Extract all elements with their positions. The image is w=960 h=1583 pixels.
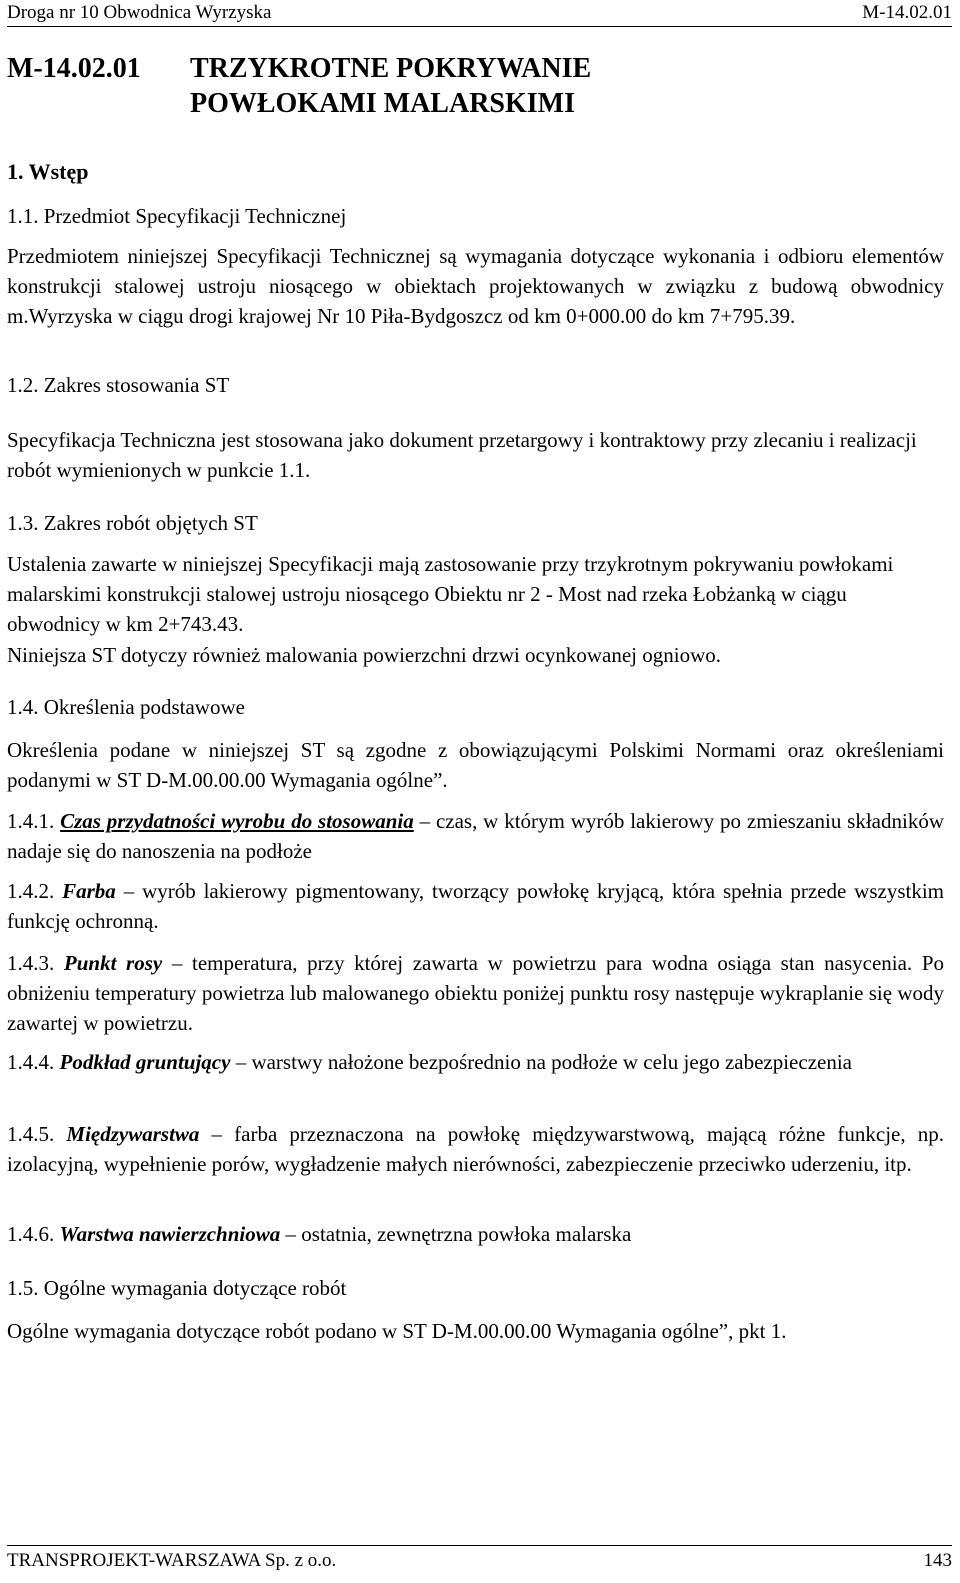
section-1-3-text: Ustalenia zawarte w niniejszej Specyfikacji mają zastosowanie przy trzykrotnym pokrywaniu powłokami malarskimi konstrukcji stalowej ustroju niosącego Obiektu nr 2 - Most nad rzeka Łobżanką w ciągu obwodnicy w km 2+743.43. — [7, 552, 894, 636]
title-line-1: TRZYKROTNE POKRYWANIE — [190, 53, 592, 84]
definition-1-4-5 — [7, 1119, 944, 1179]
page-header — [7, 0, 952, 27]
title-text — [190, 51, 890, 121]
definition-text: – temperatura, przy której zawarta w powietrzu para wodna osiąga stan nasycenia. Po obniżeniu temperatury powietrza lub malowanego obiektu poniżej punktu rosy następuje wykraplanie się wody zawartej w powietrzu. — [7, 951, 944, 1035]
definition-number: 1.4.5. — [7, 1122, 55, 1146]
section-1-heading: 1. Wstęp — [7, 159, 89, 184]
footer-company: TRANSPROJEKT-WARSZAWA Sp. z o.o. — [7, 1550, 337, 1571]
definition-1-4-2 — [7, 876, 944, 936]
definition-text: – ostatnia, zewnętrzna powłoka malarska — [280, 1222, 632, 1246]
section-1-2-heading: 1.2. Zakres stosowania ST — [7, 373, 230, 397]
definition-term: Punkt rosy — [63, 951, 163, 975]
definition-number: 1.4.2. — [7, 879, 55, 903]
title-spec-code: M-14.02.01 — [7, 53, 141, 84]
section-1-3-text-2: Niniejsza ST dotyczy również malowania powierzchni drzwi ocynkowanej ogniowo. — [7, 643, 721, 667]
header-road-name: Droga nr 10 Obwodnica Wyrzyska — [7, 2, 272, 23]
definition-text: – warstwy nałożone bezpośrednio na podłoże w celu jego zabezpieczenia — [230, 1050, 852, 1074]
section-1-1-text: Przedmiotem niniejszej Specyfikacji Technicznej są wymagania dotyczące wykonania i odbioru elementów konstrukcji stalowej ustroju niosącego w obiektach projektowanych w związku z budową obwodnicy m.Wyrzyska w ciągu drogi krajowej Nr 10 Piła-Bydgoszcz od km 0+000.00 do km 7+795.39. — [7, 244, 944, 328]
definition-1-4-4 — [7, 1047, 944, 1077]
definition-1-4-6 — [7, 1219, 944, 1249]
header-spec-code: M-14.02.01 — [862, 2, 952, 23]
definition-number: 1.4.1. — [7, 809, 55, 833]
section-1-4-text: Określenia podane w niniejszej ST są zgodne z obowiązującymi Polskimi Normami oraz określeniami podanymi w ST D-M.00.00.00 Wymagania ogólne”. — [7, 738, 944, 792]
section-1-5-text: Ogólne wymagania dotyczące robót podano w ST D-M.00.00.00 Wymagania ogólne”, pkt 1. — [7, 1319, 787, 1343]
definition-term: Warstwa nawierzchniowa — [59, 1222, 281, 1246]
definition-term: Farba — [62, 879, 116, 903]
section-1-3-heading: 1.3. Zakres robót objętych ST — [7, 511, 258, 535]
definition-text: – farba przeznaczona na powłokę międzywarstwową, mającą różne funkcje, np. izolacyjną, wypełnienie porów, wygładzenie małych nierówności, zabezpieczenie przeciwko uderzeniu, itp. — [7, 1122, 945, 1176]
definition-number: 1.4.4. — [7, 1050, 55, 1074]
definition-number: 1.4.6. — [7, 1222, 55, 1246]
page-footer — [7, 1545, 952, 1578]
section-1-5-heading: 1.5. Ogólne wymagania dotyczące robót — [7, 1276, 347, 1300]
definition-text: – czas, w którym wyrób lakierowy po zmieszaniu składników nadaje się do nanoszenia na podłoże — [7, 809, 945, 863]
definition-term: Międzywarstwa — [66, 1122, 200, 1146]
definition-1-4-1 — [7, 806, 944, 866]
definition-term: Czas przydatności wyrobu do stosowania — [60, 809, 414, 833]
page-number: 143 — [923, 1550, 952, 1571]
section-1-2-text: Specyfikacja Techniczna jest stosowana jako dokument przetargowy i kontraktowy przy zlecaniu i realizacji robót wymienionych w punkcie 1.1. — [7, 428, 917, 482]
definition-1-4-3 — [7, 948, 944, 1038]
section-1-4-heading: 1.4. Określenia podstawowe — [7, 695, 245, 719]
definition-text: – wyrób lakierowy pigmentowany, tworzący powłokę kryjącą, która spełnia przede wszystkim funkcję ochronną. — [7, 879, 944, 933]
section-1-1-heading: 1.1. Przedmiot Specyfikacji Technicznej — [7, 204, 347, 228]
definition-number: 1.4.3. — [7, 951, 55, 975]
title-line-2: POWŁOKAMI MALARSKIMI — [190, 88, 575, 119]
definition-term: Podkład gruntujący — [59, 1050, 231, 1074]
